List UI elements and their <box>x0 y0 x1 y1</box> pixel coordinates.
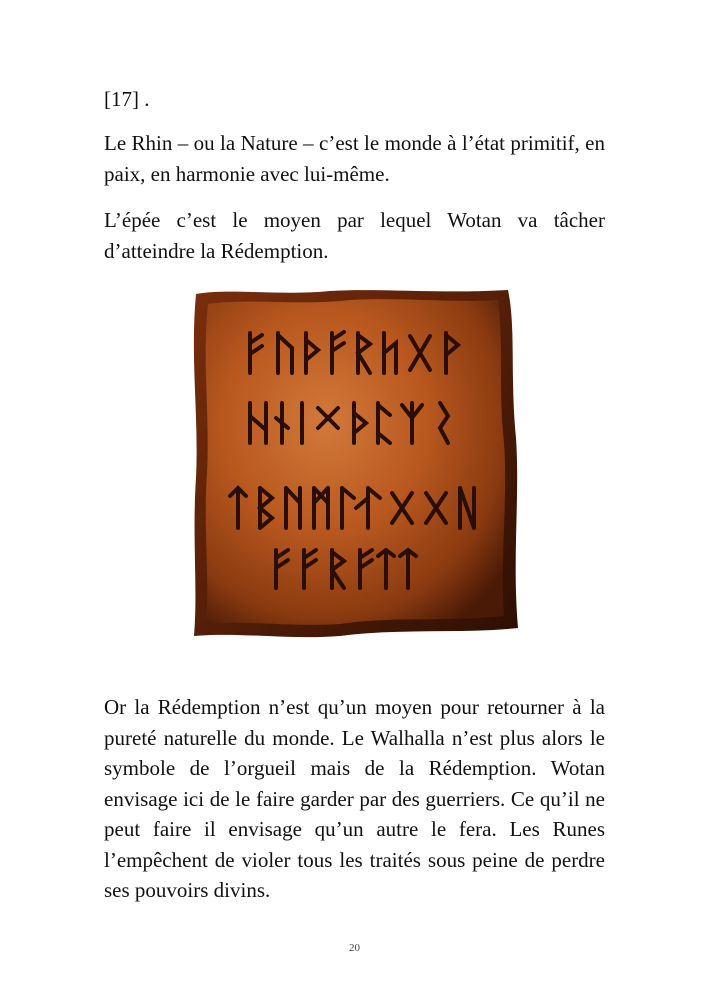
paragraph-epee: L’épée c’est le moyen par lequel Wotan va tâcher d’atteindre la Rédemption. <box>104 208 605 263</box>
rune-tablet-image <box>190 288 522 640</box>
paragraph-rhin: Le Rhin – ou la Nature – c’est le monde à l’état primitif, en paix, en harmonie avec lui-même. <box>104 131 605 186</box>
paragraph-footnote-ref: [17] . <box>104 87 150 111</box>
paragraph-redemption: Or la Rédemption n’est qu’un moyen pour retourner à la pureté naturelle du monde. Le Walhalla n’est plus alors le symbole de l’orgueil mais de la Rédemption. Wotan envisage ici de le faire garder par des guerriers. Ce qu’il ne peut faire il envisage qu’un autre le fera. Les Runes l’empêchent de violer tous les traités sous peine de perdre ses pouvoirs divins. <box>104 695 605 902</box>
rune-tablet-svg <box>190 288 522 640</box>
page-number: 20 <box>349 942 360 954</box>
